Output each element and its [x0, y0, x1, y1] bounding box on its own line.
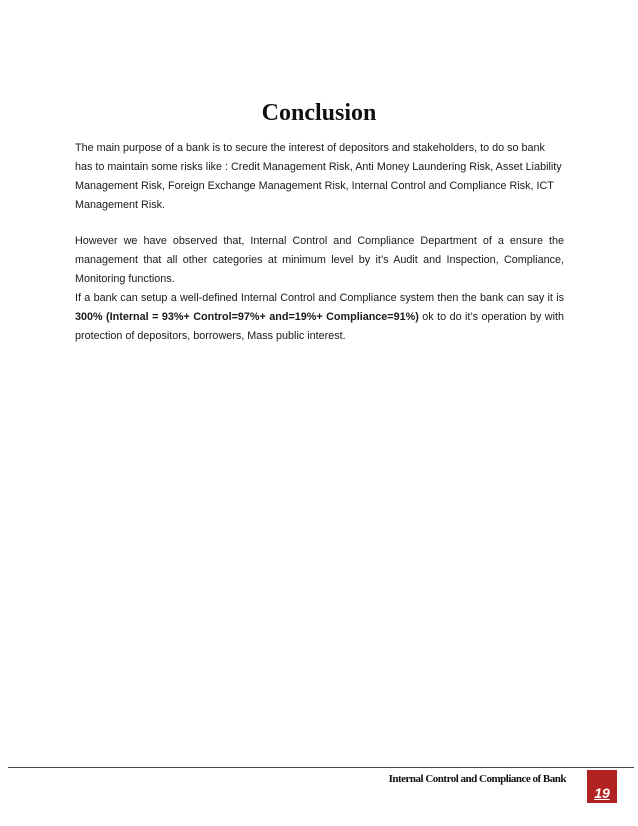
page-title: Conclusion — [261, 100, 377, 126]
footer-divider — [8, 767, 634, 768]
paragraph-bank-risks: The main purpose of a bank is to secure the interest of depositors and stakeholders, to do so bank has to maintain some risks like : Credit Management Risk, Anti Money Laundering Risk, Asset Liability Management Risk, Foreign Exchange Management Risk, Internal Control and Compliance Risk, ICT Management Risk. — [75, 142, 562, 211]
compliance-percentage-text: 300% (Internal = 93%+ Control=97%+ and=19%+ Compliance=91%) — [75, 311, 419, 323]
page-number: 19 — [594, 785, 610, 801]
paragraph-compliance-text-end: ok to do it’s operation by with protection of depositors, borrowers, Mass public interest. — [75, 311, 564, 342]
paragraph-observation: However we have observed that, Internal Control and Compliance Department of a ensure the management that all other categories at minimum level by it’s Audit and Inspection, Compliance, Monitoring functions. — [75, 235, 564, 285]
paragraph-compliance-text-start: If a bank can setup a well-defined Internal Control and Compliance system then the bank can say it is — [75, 292, 564, 304]
footer-document-title: Internal Control and Compliance of Bank — [388, 773, 566, 785]
paragraph-compliance-system — [75, 289, 564, 346]
page-number-badge — [587, 770, 617, 803]
